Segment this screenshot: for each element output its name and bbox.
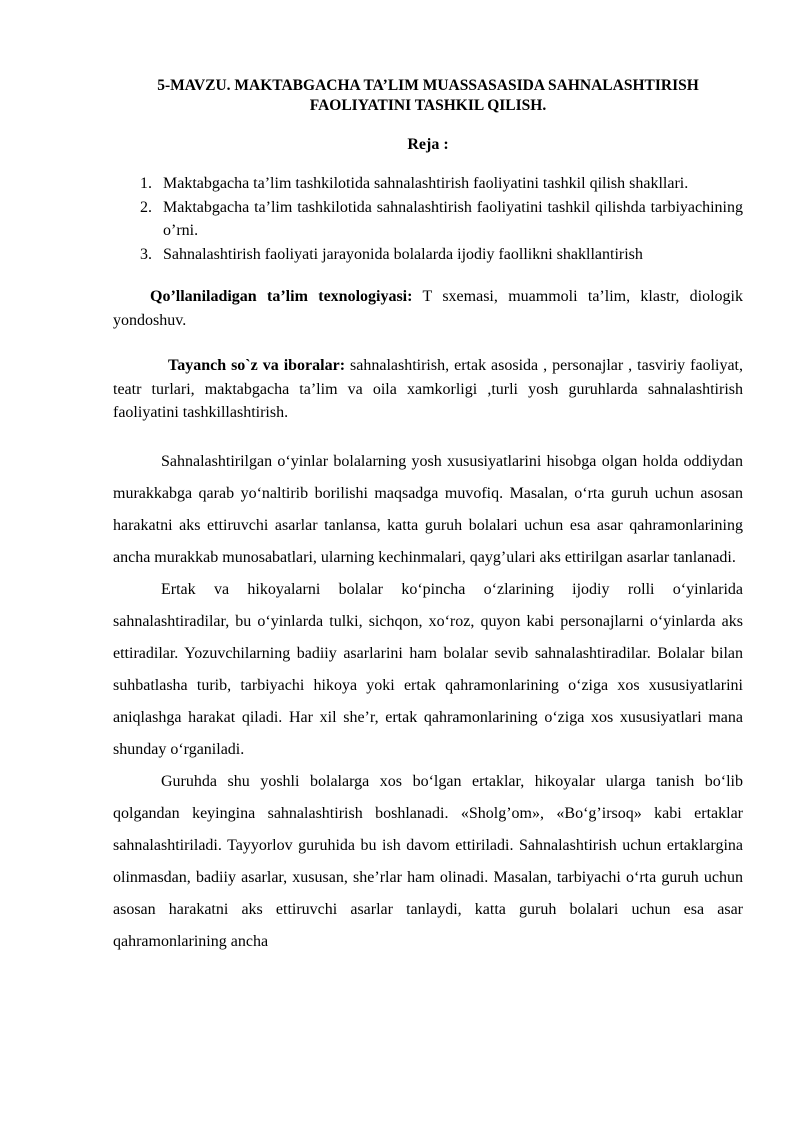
plan-list [113, 172, 743, 266]
plan-item-text: Maktabgacha ta’lim tashkilotida sahnalashtirish faoliyatini tashkil qilish shakllari. [163, 175, 689, 192]
body-text [113, 446, 743, 958]
technology-label: Qo’llaniladigan ta’lim texnologiyasi: [150, 288, 413, 305]
keywords-label: Tayanch so`z va iboralar: [168, 357, 346, 374]
keywords-paragraph [113, 354, 743, 425]
plan-heading: Reja : [407, 136, 449, 153]
keywords-text: sahnalashtirish, ertak asosida , personajlar , tasviriy faoliyat, teatr turlari, maktabgacha ta’lim va oila xamkorligi ,turli yosh guruhlarda sahnalashtirish faoliyatini tashkillashtirish. [113, 357, 744, 421]
document-page [113, 0, 743, 958]
plan-item [113, 196, 743, 243]
plan-item [113, 243, 743, 267]
plan-item-text: Sahnalashtirish faoliyati jarayonida bolalarda ijodiy faollikni shakllantirish [163, 245, 643, 263]
body-paragraph: Guruhda shu yoshli bolalarga xos bo‘lgan ertaklar, hikoyalar ularga tanish bo‘lib qolgandan keyingina sahnalashtirish boshlanadi. «Sholg’om», «Bo‘g’irsoq» kabi ertaklar sahnalashtiriladi. Tayyorlov guruhida bu ish davom ettiriladi. Sahnalashtirish uchun ertaklargina olinmasdan, badiiy asarlar, xususan, she’rlar ham olinadi. Masalan, tarbiyachi o‘rta guruh uchun asosan harakatni aks ettiruvchi asarlar tanlaydi, katta guruh bolalari uchun esa asar qahramonlarining ancha [113, 772, 743, 950]
body-paragraph: Ertak va hikoyalarni bolalar ko‘pincha o‘zlarining ijodiy rolli o‘yinlarida sahnalashtiradilar, bu o‘yinlarda tulki, sichqon, xo‘roz, quyon kabi personajlarni o‘yinlarda aks ettiradilar. Yozuvchilarning badiiy asarlarini ham bolalar sevib sahnalashtiradilar. Bolalar bilan suhbatlasha turib, tarbiyachi hikoya yoki ertak qahramonlarining o‘ziga xos xususiyatlarini aniqlashga harakat qiladi. Har xil she’r, ertak qahramonlarining o‘ziga xos xususiyatlari mana shunday o‘rganiladi. [113, 580, 743, 758]
plan-item-number: 3. [140, 245, 152, 263]
plan-item-number: 2. [140, 198, 152, 216]
title-line-2: FAOLIYATINI TASHKIL QILISH. [309, 97, 547, 114]
technology-paragraph [113, 285, 743, 332]
plan-item-text: Maktabgacha ta’lim tashkilotida sahnalashtirish faoliyatini tashkil qilishda tarbiyachining o’rni. [163, 198, 743, 239]
plan-item-number: 1. [140, 175, 152, 192]
title-line-1: 5-MAVZU. MAKTABGACHA TA’LIM MUASSASASIDA SAHNALASHTIRISH [157, 77, 699, 94]
technology-text: T sxemasi, muammoli ta’lim, klastr, diologik yondoshuv. [113, 288, 743, 329]
body-paragraph: Sahnalashtirilgan o‘yinlar bolalarning yosh xususiyatlarini hisobga olgan holda oddiydan murakkabga qarab yo‘naltirib borilishi maqsadga muvofiq. Masalan, o‘rta guruh uchun asosan harakatni aks ettiruvchi asarlar tanlansa, katta guruh bolalari uchun esa asar qahramonlarining ancha murakkab munosabatlari, ularning kechinmalari, qayg’ulari aks ettirilgan asarlar tanlanadi. [113, 452, 743, 566]
document-title [113, 76, 743, 116]
plan-item [113, 172, 743, 196]
